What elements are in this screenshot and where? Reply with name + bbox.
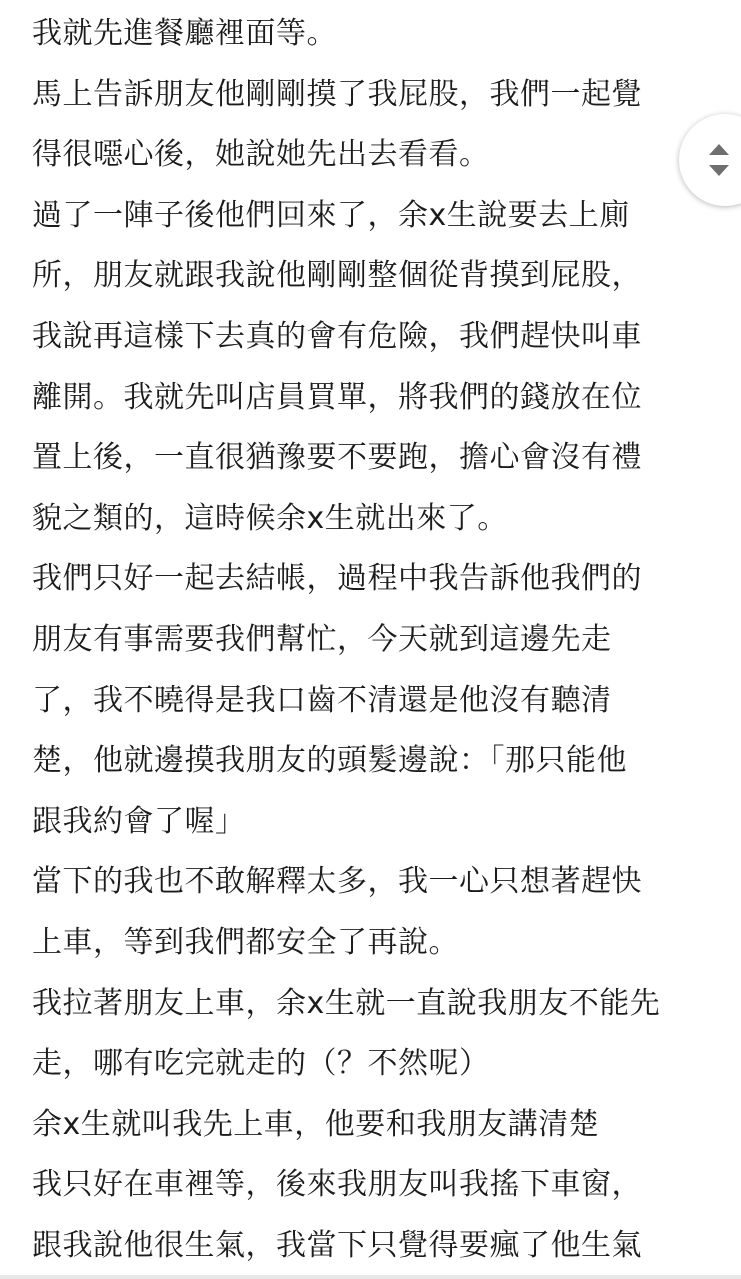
text-line: 離開。我就先叫店員買單，將我們的錢放在位 xyxy=(32,379,642,415)
text-line: 我拉著朋友上車，余x生就一直說我朋友不能先 xyxy=(32,985,661,1021)
text-line: 貌之類的，這時候余x生就出來了。 xyxy=(32,500,508,536)
text-line: 我說再這樣下去真的會有危險，我們趕快叫車 xyxy=(32,318,642,354)
text-line: 跟我說他很生氣，我當下只覺得要瘋了他生氣 xyxy=(32,1227,642,1263)
text-line: 得很噁心後，她說她先出去看看。 xyxy=(32,137,490,173)
text-line: 我就先進餐廳裡面等。 xyxy=(32,16,337,51)
text-line: 置上後，一直很猶豫要不要跑，擔心會沒有禮 xyxy=(32,440,642,476)
text-line: 馬上告訴朋友他剛剛摸了我屁股，我們一起覺 xyxy=(32,76,642,112)
text-line: 朋友有事需要我們幫忙，今天就到這邊先走 xyxy=(32,621,612,657)
text-line: 我只好在車裡等，後來我朋友叫我搖下車窗， xyxy=(32,1167,642,1203)
text-line: 過了一陣子後他們回來了，余x生說要去上廁 xyxy=(32,197,630,233)
text-line: 走，哪有吃完就走的（？不然呢） xyxy=(32,1046,490,1082)
text-line: 余x生就叫我先上車，他要和我朋友講清楚 xyxy=(32,1106,600,1142)
up-down-arrows-icon xyxy=(705,140,733,180)
text-line: 我們只好一起去結帳，過程中我告訴他我們的 xyxy=(32,561,642,597)
text-line: 了，我不曉得是我口齒不清還是他沒有聽清 xyxy=(32,682,612,718)
text-line: 楚，他就邊摸我朋友的頭髮邊說：「那只能他 xyxy=(32,743,627,779)
text-line: 上車，等到我們都安全了再說。 xyxy=(32,924,459,960)
bottom-divider xyxy=(0,1275,741,1279)
text-line: 跟我約會了喔」 xyxy=(32,803,246,839)
text-line: 所，朋友就跟我說他剛剛整個從背摸到屁股， xyxy=(32,258,642,294)
article-text xyxy=(32,0,732,1276)
text-line: 當下的我也不敢解釋太多，我一心只想著趕快 xyxy=(32,864,642,900)
